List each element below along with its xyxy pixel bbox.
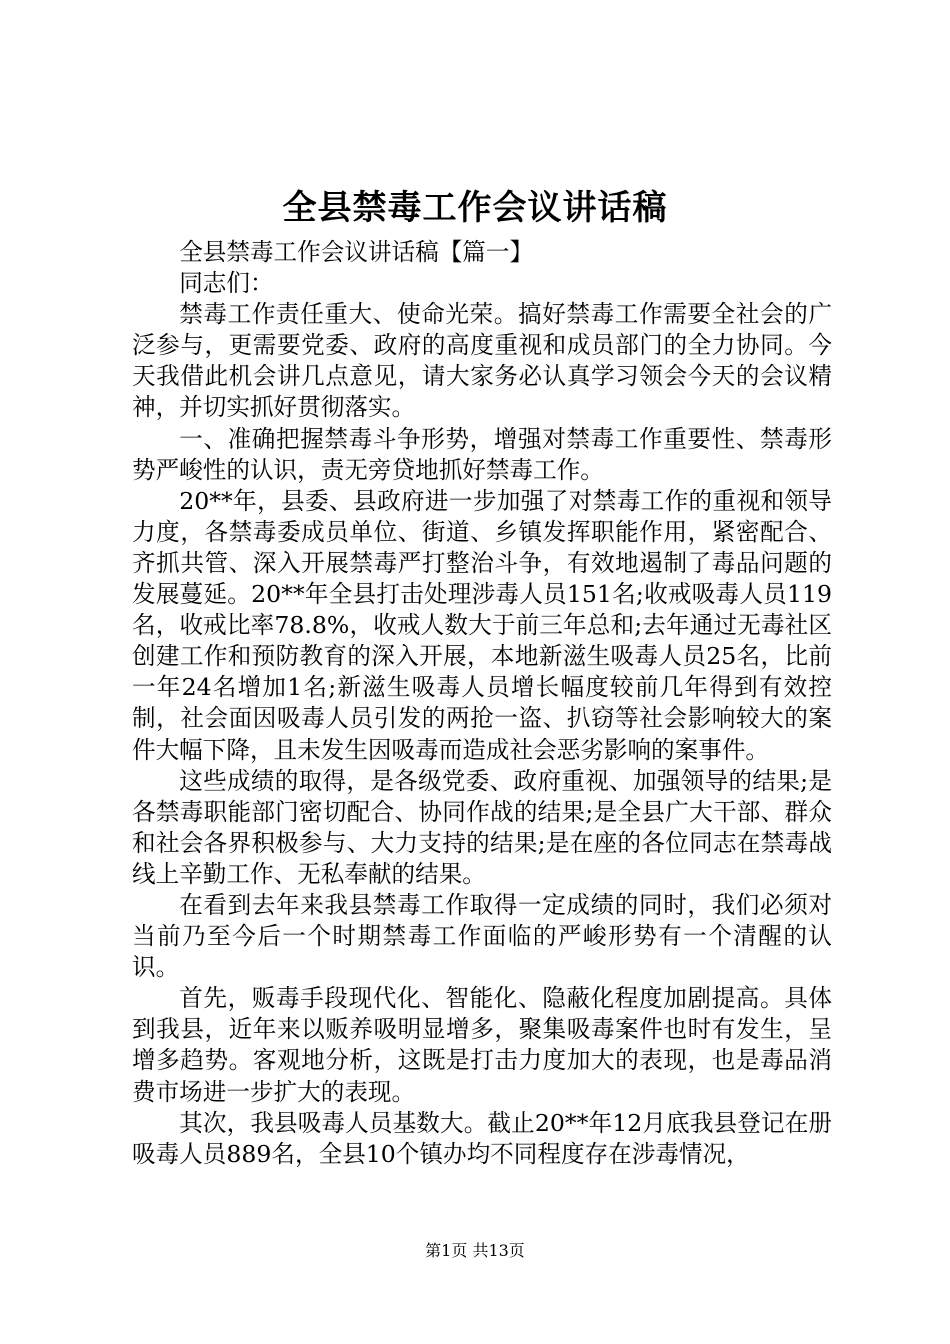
paragraph-intro: 禁毒工作责任重大、使命光荣。搞好禁毒工作需要全社会的广泛参与，更需要党委、政府的高度重视和成员部门的全力协同。今天我借此机会讲几点意见，请大家务必认真学习领会今天的会议精神，并切实抓好贯彻落实。: [132, 300, 832, 422]
document-body: [132, 237, 832, 1170]
paragraph-achievements: 20**年，县委、县政府进一步加强了对禁毒工作的重视和领导力度，各禁毒委成员单位、街道、乡镇发挥职能作用，紧密配合、齐抓共管、深入开展禁毒严打整治斗争，有效地遏制了毒品问题的发展蔓延。20**年全县打击处理涉毒人员151名;收戒吸毒人员119名，收戒比率78.8%，收戒人数大于前三年总和;去年通过无毒社区创建工作和预防教育的深入开展，本地新滋生吸毒人员25名，比前一年24名增加1名;新滋生吸毒人员增长幅度较前几年得到有效控制，社会面因吸毒人员引发的两抢一盗、扒窃等社会影响较大的案件大幅下降，且未发生因吸毒而造成社会恶劣影响的案事件。: [132, 486, 832, 764]
paragraph-situation: 在看到去年来我县禁毒工作取得一定成绩的同时，我们必须对当前乃至今后一个时期禁毒工作面临的严峻形势有一个清醒的认识。: [132, 890, 832, 982]
paragraph-section-heading: 一、准确把握禁毒斗争形势，增强对禁毒工作重要性、禁毒形势严峻性的认识，责无旁贷地抓好禁毒工作。: [132, 424, 832, 484]
paragraph-second-point: 其次，我县吸毒人员基数大。截止20**年12月底我县登记在册吸毒人员889名，全县10个镇办均不同程度存在涉毒情况，: [132, 1108, 832, 1168]
document-title: 全县禁毒工作会议讲话稿: [282, 188, 668, 228]
paragraph-results: 这些成绩的取得，是各级党委、政府重视、加强领导的结果;是各禁毒职能部门密切配合、协同作战的结果;是全县广大干部、群众和社会各界积极参与、大力支持的结果;是在座的各位同志在禁毒战线上辛勤工作、无私奉献的结果。: [132, 766, 832, 888]
page-footer: 第1页 共13页: [425, 1241, 525, 1260]
paragraph-salutation: 同志们：: [179, 269, 274, 298]
paragraph-first-point: 首先，贩毒手段现代化、智能化、隐蔽化程度加剧提高。具体到我县，近年来以贩养吸明显增多，聚集吸毒案件也时有发生，呈增多趋势。客观地分析，这既是打击力度加大的表现，也是毒品消费市场进一步扩大的表现。: [132, 984, 832, 1106]
paragraph-subtitle: 全县禁毒工作会议讲话稿【篇一】: [179, 238, 534, 266]
